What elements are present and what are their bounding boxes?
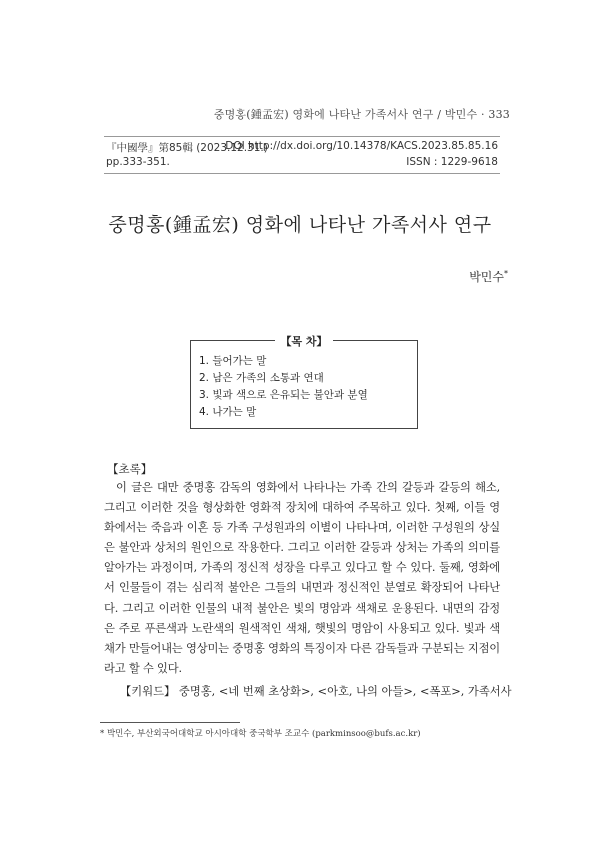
publication-meta bbox=[104, 136, 500, 174]
author bbox=[469, 268, 508, 285]
toc-item: 2. 남은 가족의 소통과 연대 bbox=[199, 372, 324, 384]
keywords: 【키워드】 중명홍, <네 번째 초상화>, <아호, 나의 아들>, <폭포>, 가족서사 bbox=[120, 685, 512, 698]
toc-item: 4. 나가는 말 bbox=[199, 406, 257, 418]
abstract-body bbox=[104, 478, 500, 679]
paper-title: 중명홍(鍾孟宏) 영화에 나타난 가족서사 연구 bbox=[108, 214, 492, 236]
doi-link[interactable]: DOI http://dx.doi.org/10.14378/KACS.2023.85.85.16 bbox=[225, 140, 498, 152]
abstract-text: 이 글은 대만 중명홍 감독의 영화에서 나타나는 가족 간의 갈등과 갈등의 해소, 그리고 이러한 것을 형상화한 영화적 장치에 대하여 주목하고 있다. 첫째, 이들 영화에서는 죽음과 이혼 등 가족 구성원과의 이별이 나타나며, 이러한 구성원의 상실은 불안과 상처의 원인으로 작용한다. 그리고 이러한 갈등과 상처는 가족의 의미를 알아가는 과정이며, 가족의 정신적 성장을 다루고 있다고 할 수 있다. 둘째, 영화에서 인물들이 겪는 심리적 불안은 그들의 내면과 정신적인 분열로 확장되어 나타난다. 그리고 이러한 인물의 내적 불안은 빛의 명암과 색채로 운용된다. 내면의 감정은 주로 푸른색과 노란색의 원색적인 색채, 햇빛의 명암이 사용되고 있다. 빛과 색채가 만들어내는 영상미는 중명홍 영화의 특징이자 다른 감독들과 구분되는 지점이라고 할 수 있다. bbox=[104, 481, 500, 675]
issn: ISSN : 1229-9618 bbox=[406, 156, 498, 168]
footnote-divider bbox=[100, 722, 240, 723]
author-name: 박민수 bbox=[469, 270, 504, 284]
page-range: pp.333-351. bbox=[106, 156, 170, 168]
table-of-contents bbox=[190, 335, 418, 429]
running-header: 중명홍(鍾孟宏) 영화에 나타난 가족서사 연구 / 박민수 · 333 bbox=[213, 108, 510, 121]
journal-info: 『中國學』第85輯 (2023.12.31.) bbox=[106, 142, 268, 154]
toc-list bbox=[199, 353, 368, 421]
toc-item: 3. 빛과 색으로 은유되는 불안과 분열 bbox=[199, 389, 368, 401]
toc-item: 1. 들어가는 말 bbox=[199, 355, 267, 367]
footnote: * 박민수, 부산외국어대학교 아시아대학 중국학부 조교수 (parkminsoo@bufs.ac.kr) bbox=[100, 729, 421, 739]
toc-heading: 【목 차】 bbox=[275, 333, 333, 349]
footnote-mark: * bbox=[504, 269, 508, 278]
abstract-label: 【초록】 bbox=[107, 462, 153, 476]
